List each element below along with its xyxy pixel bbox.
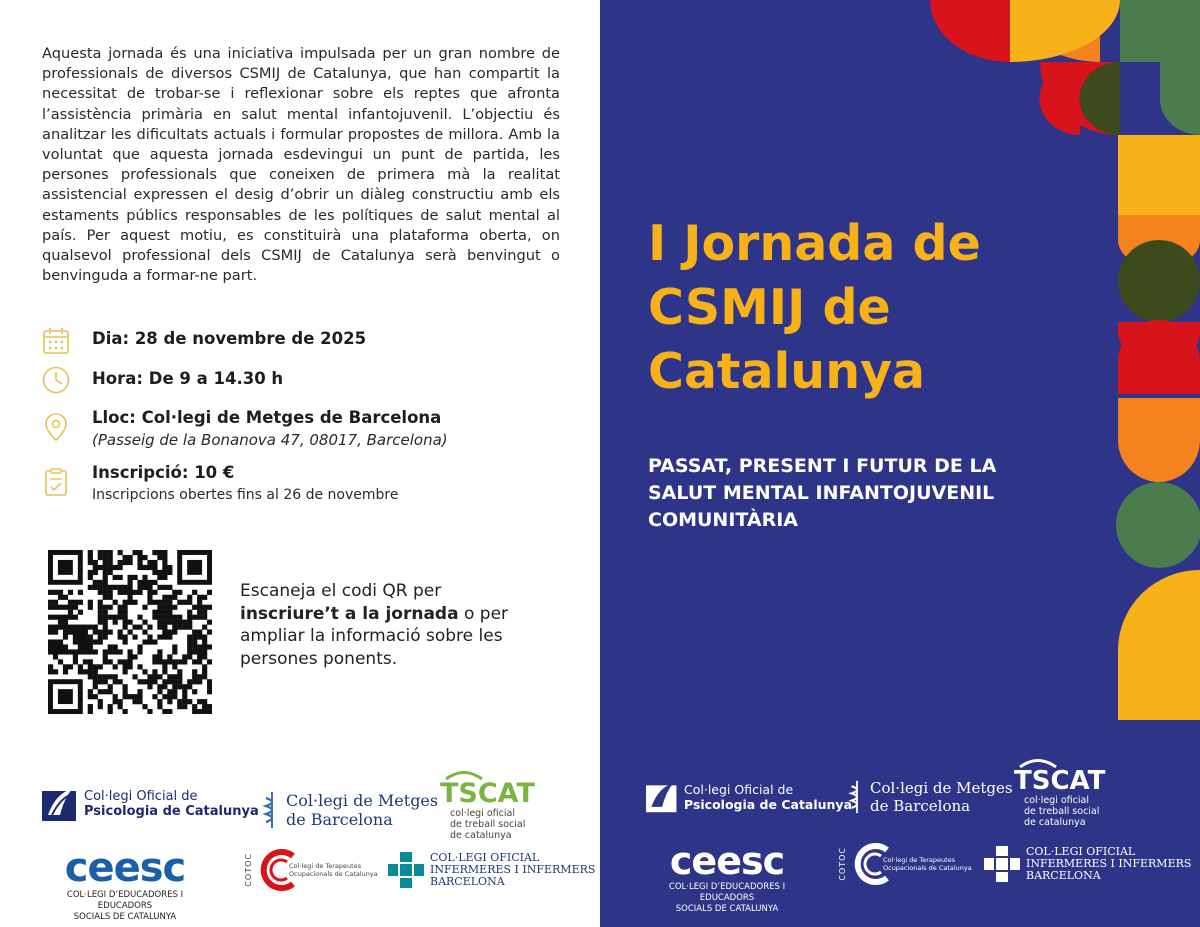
ceesc-name: ceesc	[64, 845, 186, 891]
cotoc-line1: Col·legi de Terapeutes	[289, 862, 362, 870]
decor-shape-3	[1010, 0, 1120, 62]
caduceus-icon	[262, 790, 282, 830]
decor-shape-17	[1118, 570, 1200, 720]
ceesc-line2: SOCIALS DE CATALUNYA	[73, 912, 177, 922]
event-address: (Passeig de la Bonanova 47, 08017, Barcelona)	[92, 431, 448, 449]
logo-copc-white	[646, 780, 852, 814]
logo-tscat	[440, 770, 535, 841]
event-fee: Inscripció: 10 €	[92, 463, 235, 482]
ceesc-white-line2: SOCIALS DE CATALUNYA	[675, 904, 779, 914]
comb-line2: de Barcelona	[286, 810, 393, 829]
ceesc-line1: COL·LEGI D’EDUCADORES I EDUCADORS	[66, 890, 184, 911]
qr-code[interactable]	[48, 550, 212, 714]
tscat-white-name: TSCAT	[1014, 766, 1106, 796]
clipboard-check-icon	[40, 466, 72, 498]
coib-white-line3: BARCELONA	[1026, 869, 1101, 882]
decor-shape-8	[1160, 62, 1200, 135]
decor-shape-12	[1118, 240, 1200, 322]
copc-line2: Psicologia de Catalunya	[84, 804, 259, 819]
coib-white-line2: INFERMERES I INFERMERS	[1026, 857, 1192, 870]
nursing-cross-white-icon	[984, 846, 1020, 882]
decor-shape-1	[930, 0, 1010, 62]
cotoc-side-text: COTOC	[244, 853, 253, 887]
copc-white-line1: Col·legi Oficial de	[684, 782, 794, 797]
decor-shape-16	[1116, 482, 1200, 568]
event-time: Hora: De 9 a 14.30 h	[92, 369, 284, 388]
comb-white-line1: Col·legi de Metges	[870, 779, 1013, 797]
nursing-cross-icon	[388, 852, 424, 888]
intro-paragraph: Aquesta jornada és una iniciativa impulsada per un gran nombre de professionals de diversos CSMIJ de Catalunya, que han compartit la necessitat de trobar-se i reflexionar sobre els reptes que afronta l’assistència primària en salut mental infantojuvenil. L’objectiu és analitzar les dificultats actuals i formular propostes de millora. Amb la voluntat que aquesta jornada esdevingui un punt de partida, les persones professionals que coneixen de primera mà la realitat assistencial expressen el desig d’obrir un diàleg constructiu amb els estaments públics responsables de les polítiques de salut mental al país. Per aquest motiu, es constituirà una plataforma oberta, on qualsevol professional dels CSMIJ de Catalunya serà benvingut o benvinguda a formar-ne part.	[42, 45, 560, 285]
coib-line2: INFERMERES I INFERMERS	[430, 863, 596, 876]
location-pin-icon	[40, 411, 72, 443]
logo-ceesc	[40, 845, 210, 923]
decor-shape-10	[1118, 135, 1200, 215]
registration-deadline: Inscripcions obertes fins al 26 de novembre	[92, 487, 399, 503]
place-row	[40, 407, 448, 451]
decor-shape-4	[1120, 0, 1200, 62]
tscat-white-line1: col·legi oficial	[1024, 795, 1089, 806]
copc-emblem-white-icon	[646, 780, 680, 814]
tscat-line3: de catalunya	[450, 830, 512, 841]
coib-line1: COL·LEGI OFICIAL	[430, 851, 540, 864]
copc-white-line2: Psicologia de Catalunya	[684, 797, 853, 812]
logo-comb	[262, 790, 438, 830]
event-title: I Jornada de CSMIJ de Catalunya	[648, 215, 981, 400]
fee-row	[40, 462, 398, 506]
time-row	[40, 364, 283, 396]
tscat-line2: de treball social	[450, 819, 526, 830]
qr-instructions	[240, 580, 540, 670]
decor-shape-15	[1118, 398, 1200, 482]
caduceus-white-icon	[848, 778, 866, 816]
right-panel	[600, 0, 1200, 927]
qr-text-part2: o per ampliar la informació sobre les persones ponents.	[240, 603, 509, 669]
tscat-white-line3: de catalunya	[1024, 817, 1086, 828]
tscat-white-line2: de treball social	[1024, 806, 1100, 817]
ceesc-white-name: ceesc	[669, 839, 785, 883]
copc-emblem-icon	[42, 785, 80, 823]
event-place: Lloc: Col·legi de Metges de Barcelona	[92, 408, 442, 427]
logo-coib	[388, 852, 595, 888]
logo-ceesc-white	[642, 839, 812, 915]
cotoc-white-side-text: COTOC	[838, 847, 847, 881]
comb-line1: Col·legi de Metges	[286, 791, 439, 810]
ceesc-white-line1: COL·LEGI D’EDUCADORES I EDUCADORS	[668, 882, 786, 903]
tscat-line1: col·legi oficial	[450, 808, 515, 819]
tscat-name: TSCAT	[440, 778, 535, 809]
event-date: Dia: 28 de novembre de 2025	[92, 329, 367, 348]
logo-coib-white	[984, 846, 1191, 882]
logo-tscat-white	[1014, 758, 1105, 828]
copc-line1: Col·legi Oficial de	[84, 789, 198, 804]
calendar-icon	[40, 325, 72, 357]
comb-white-line2: de Barcelona	[870, 797, 971, 815]
coib-line3: BARCELONA	[430, 875, 505, 888]
date-row	[40, 325, 366, 357]
cotoc-white-line2: Ocupacionals de Catalunya	[883, 864, 972, 872]
logo-cotoc	[244, 848, 378, 892]
qr-text-part1: Escaneja el codi QR per	[240, 581, 442, 601]
logo-comb-white	[848, 778, 1013, 816]
logo-copc	[42, 785, 259, 823]
event-subtitle: PASSAT, PRESENT I FUTUR DE LA SALUT MENTAL INFANTOJUVENIL COMUNITÀRIA	[648, 455, 997, 531]
cotoc-line2: Ocupacionals de Catalunya	[289, 870, 378, 878]
clock-icon	[40, 364, 72, 396]
qr-text-bold: inscriure’t a la jornada	[240, 603, 459, 624]
cotoc-white-line1: Col·legi de Terapeutes	[883, 856, 956, 864]
logo-cotoc-white	[838, 842, 972, 886]
coib-white-line1: COL·LEGI OFICIAL	[1026, 845, 1136, 858]
